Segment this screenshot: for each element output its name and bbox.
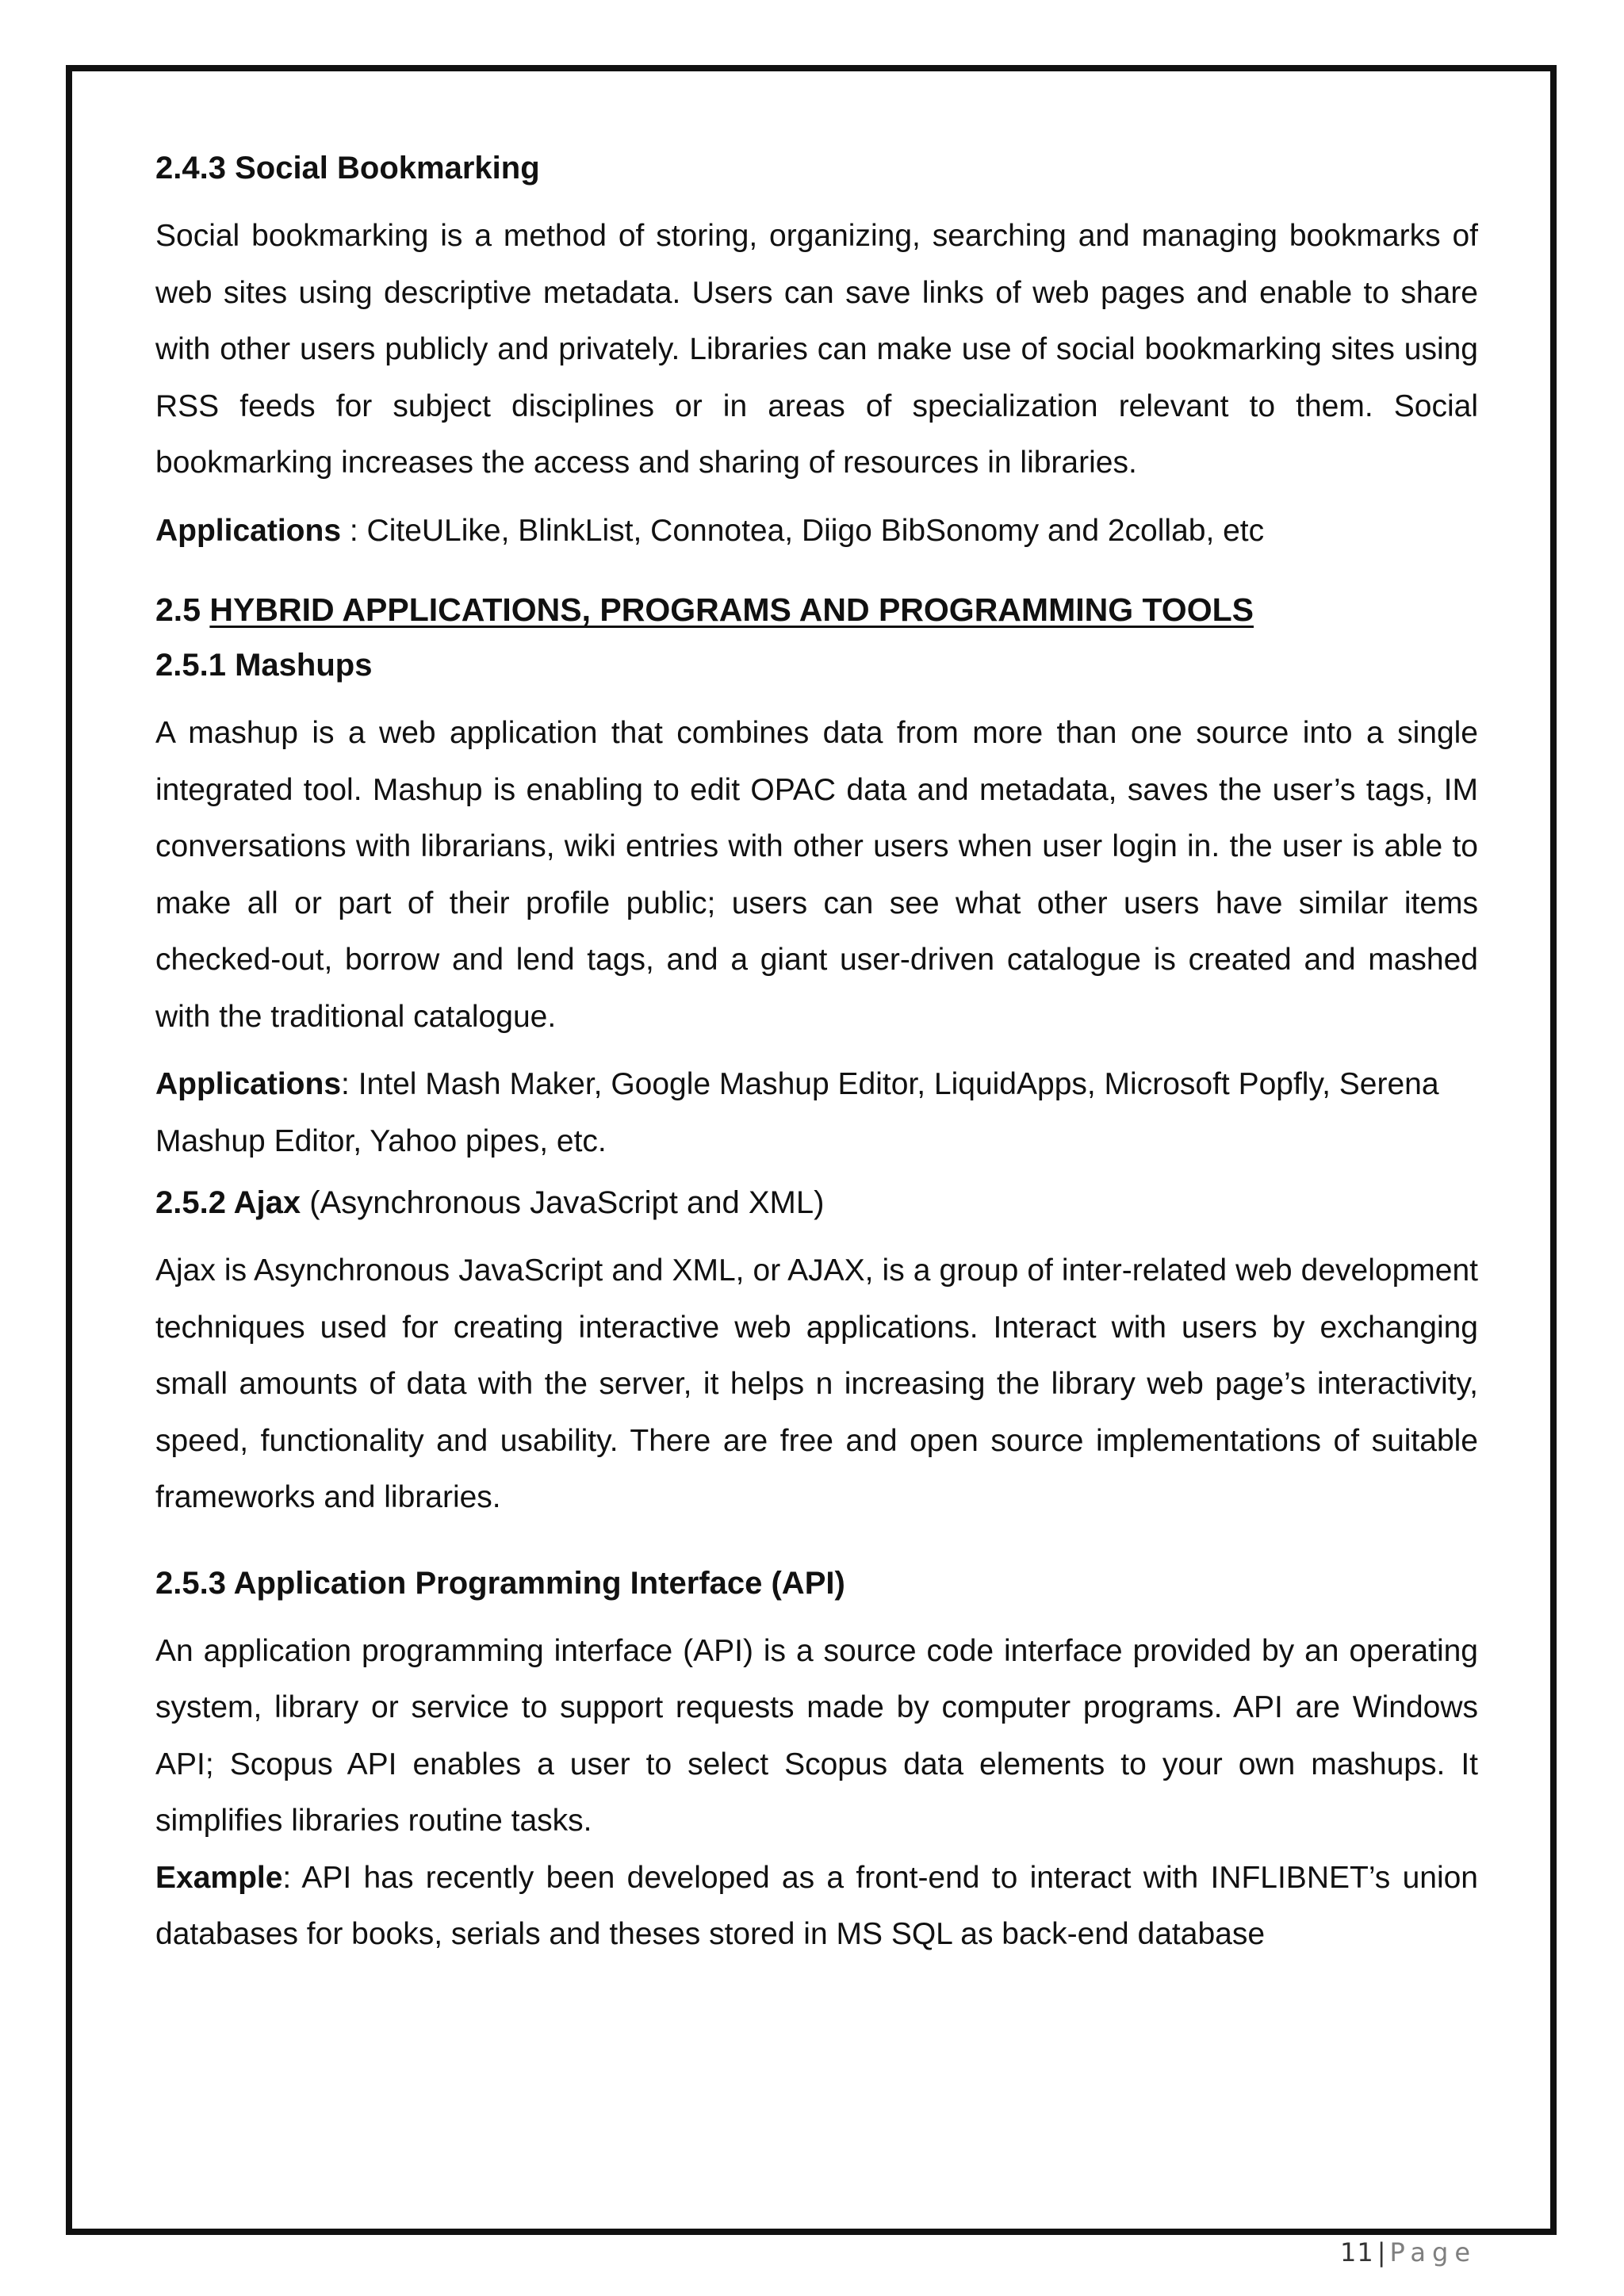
- page-content: [155, 147, 1478, 1963]
- applications-text: : Intel Mash Maker, Google Mashup Editor, LiquidApps, Microsoft Popfly, Serena Mashup Editor, Yahoo pipes, etc.: [155, 1067, 1439, 1158]
- paragraph-mashups: A mashup is a web application that combines data from more than one source into a single integrated tool. Mashup is enabling to edit OPAC data and metadata, saves the user’s tags, IM conversations with librarians, wiki entries with other users when user login in. the user is able to make all or part of their profile public; users can see what other users have similar items checked-out, borrow and lend tags, and a giant user-driven catalogue is created and mashed with the traditional catalogue.: [155, 716, 1478, 1034]
- example-api: [155, 1850, 1478, 1963]
- page-word: Page: [1389, 2237, 1477, 2267]
- heading-mashups: 2.5.1 Mashups: [155, 648, 373, 683]
- heading-ajax-bold: 2.5.2 Ajax: [155, 1185, 301, 1221]
- section-number: 2.5: [155, 591, 210, 628]
- paragraph-social-bookmarking: Social bookmarking is a method of storing, organizing, searching and managing bookmarks of web sites using descriptive metadata. Users can save links of web pages and enable to share with other users publicly and privately. Libraries can make use of social bookmarking sites using RSS feeds for subject disciplines or in areas of specialization relevant to them. Social bookmarking increases the access and sharing of resources in libraries.: [155, 219, 1478, 480]
- heading-ajax: [155, 1182, 1478, 1223]
- applications-label: Applications: [155, 1067, 342, 1102]
- example-text: : API has recently been developed as a front-end to interact with INFLIBNET’s union databases for books, serials and theses stored in MS SQL as back-end database: [155, 1860, 1478, 1952]
- page-footer: [1340, 2237, 1477, 2267]
- section-title-text: HYBRID APPLICATIONS, PROGRAMS AND PROGRAMMING TOOLS: [209, 591, 1254, 628]
- applications-text: : CiteULike, BlinkList, Connotea, Diigo BibSonomy and 2collab, etc: [341, 513, 1265, 548]
- applications-social-bookmarking: [155, 503, 1478, 560]
- page-number: 11: [1340, 2237, 1374, 2267]
- section-title-hybrid: [155, 589, 1478, 631]
- footer-separator: |: [1377, 2237, 1387, 2267]
- applications-mashups: [155, 1056, 1478, 1169]
- heading-social-bookmarking: 2.4.3 Social Bookmarking: [155, 151, 540, 186]
- paragraph-ajax: Ajax is Asynchronous JavaScript and XML, or AJAX, is a group of inter-related web development techniques used for creating interactive web applications. Interact with users by exchanging small amounts of data with the server, it helps n increasing the library web page’s interactivity, speed, functionality and usability. There are free and open source implementations of suitable frameworks and libraries.: [155, 1253, 1478, 1515]
- example-label: Example: [155, 1860, 283, 1895]
- heading-api: 2.5.3 Application Programming Interface (API): [155, 1565, 845, 1601]
- applications-label: Applications: [155, 513, 342, 548]
- paragraph-api: An application programming interface (API) is a source code interface provided by an operating system, library or service to support requests made by computer programs. API are Windows API; Scopus API enables a user to select Scopus data elements to your own mashups. It simplifies libraries routine tasks.: [155, 1633, 1478, 1839]
- heading-ajax-rest: (Asynchronous JavaScript and XML): [301, 1185, 825, 1221]
